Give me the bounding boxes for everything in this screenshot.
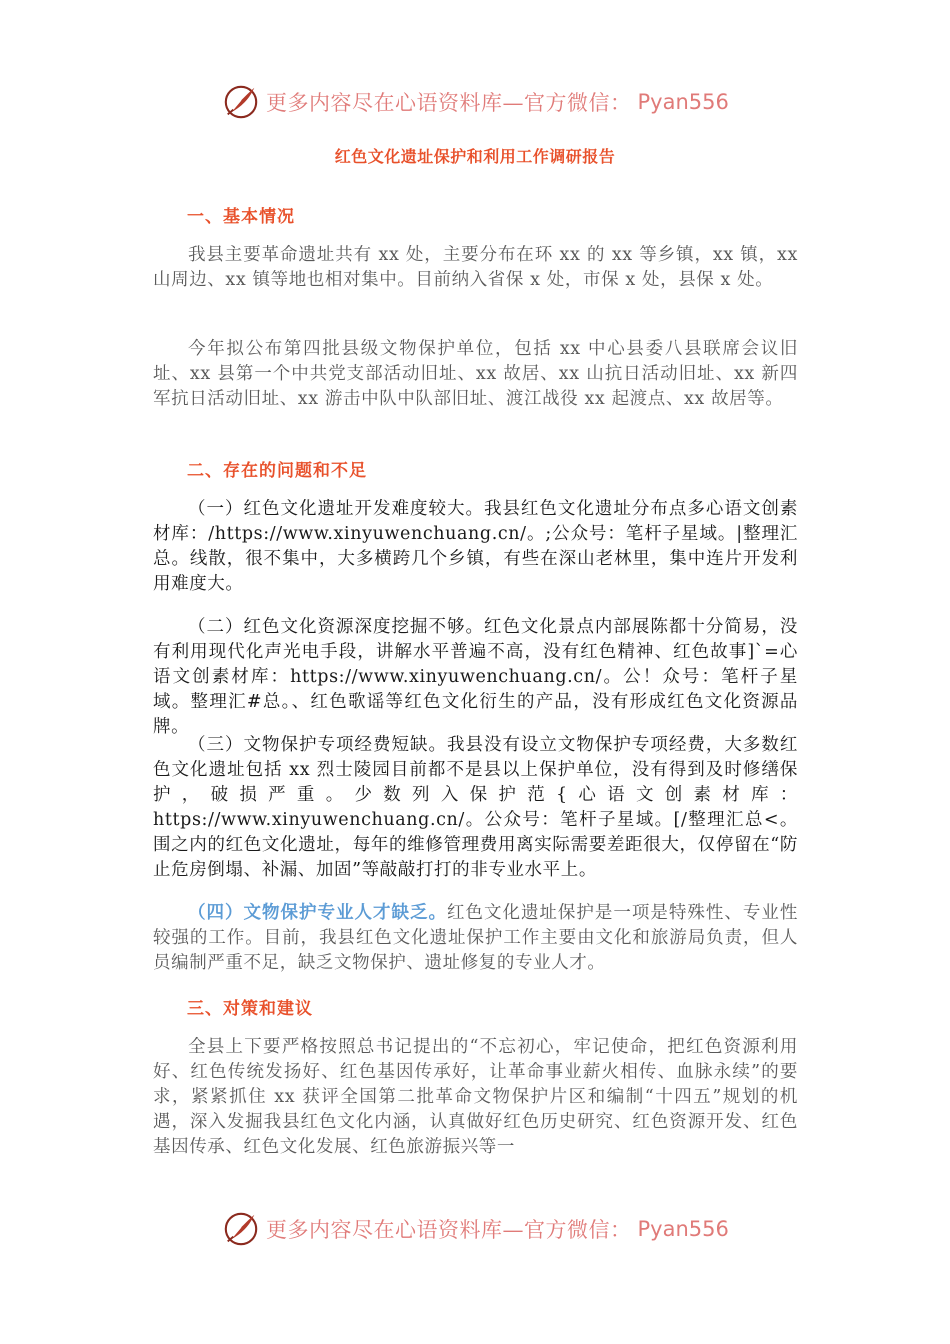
section-heading-measures: 三、对策和建议 <box>187 999 313 1019</box>
section-heading-basic: 一、基本情况 <box>187 207 295 227</box>
page-title: 红色文化遗址保护和利用工作调研报告 <box>334 147 616 166</box>
paragraph: （二）红色文化资源深度挖掘不够。红色文化景点内部展陈都十分简易，没有利用现代化声光电手段，讲解水平普遍不高，没有红色精神、红色故事]`=心语文创素材库：https://www.xinyuwenchuang.cn/。公！众号：笔杆子星域。整理汇#总。、红色歌谣等红色文化衍生的产品，没有形成红色文化资源品牌。 <box>153 617 798 737</box>
quill-logo-icon <box>222 1210 260 1248</box>
paragraph: 今年拟公布第四批县级文物保护单位，包括 xx 中心县委八县联席会议旧址、xx 县第一个中共党支部活动旧址、xx 故居、xx 山抗日活动旧址、xx 新四军抗日活动旧址、xx 游击中队中队部旧址、渡江战役 xx 起渡点、xx 故居等。 <box>153 339 798 409</box>
banner-wechat-id: Pyan556 <box>637 90 729 114</box>
banner-text: 更多内容尽在心语资料库—官方微信： <box>266 91 632 115</box>
paragraph: （三）文物保护专项经费短缺。我县没有设立文物保护专项经费，大多数红色文化遗址包括 xx 烈士陵园目前都不是县以上保护单位，没有得到及时修缮保护，破损严重。少数列入保护范{心语文创素材库：https://www.xinyuwenchuang.cn/。公众号：笔杆子星域。[/整理汇总<。围之内的红色文化遗址，每年的维修管理费用离实际需要差距很大，仅停留在“防止危房倒塌、补漏、加固”等敲敲打打的非专业水平上。 <box>153 735 798 880</box>
quill-logo-icon <box>222 83 260 121</box>
banner-text: 更多内容尽在心语资料库—官方微信： <box>266 1218 632 1242</box>
paragraph <box>153 901 798 976</box>
section-heading-problems: 二、存在的问题和不足 <box>187 461 367 481</box>
subheading-talent: （四）文物保护专业人才缺乏。 <box>188 903 447 923</box>
header-banner <box>222 82 742 122</box>
banner-wechat-id: Pyan556 <box>637 1217 729 1241</box>
footer-banner <box>222 1209 742 1249</box>
paragraph: 全县上下要严格按照总书记提出的“不忘初心，牢记使命，把红色资源利用好、红色传统发扬好、红色基因传承好，让革命事业薪火相传、血脉永续”的要求，紧紧抓住 xx 获评全国第二批革命文物保护片区和编制“十四五”规划的机遇，深入发掘我县红色文化内涵，认真做好红色历史研究、红色资源开发、红色基因传承、红色文化发展、红色旅游振兴等一 <box>153 1037 798 1157</box>
paragraph: （一）红色文化遗址开发难度较大。我县红色文化遗址分布点多心语文创素材库：/https://www.xinyuwenchuang.cn/。;公众号：笔杆子星域。|整理汇总。线散，很不集中，大多横跨几个乡镇，有些在深山老林里，集中连片开发利用难度大。 <box>153 499 798 594</box>
paragraph-text: 红色文化遗址保护是一项是特殊性、专业性较强的工作。目前，我县红色文化遗址保护工作主要由文化和旅游局负责，但人员编制严重不足，缺乏文物保护、遗址修复的专业人才。 <box>153 903 798 973</box>
paragraph: 我县主要革命遗址共有 xx 处，主要分布在环 xx 的 xx 等乡镇，xx 镇，xx 山周边、xx 镇等地也相对集中。目前纳入省保 x 处，市保 x 处，县保 x 处。 <box>153 245 798 290</box>
